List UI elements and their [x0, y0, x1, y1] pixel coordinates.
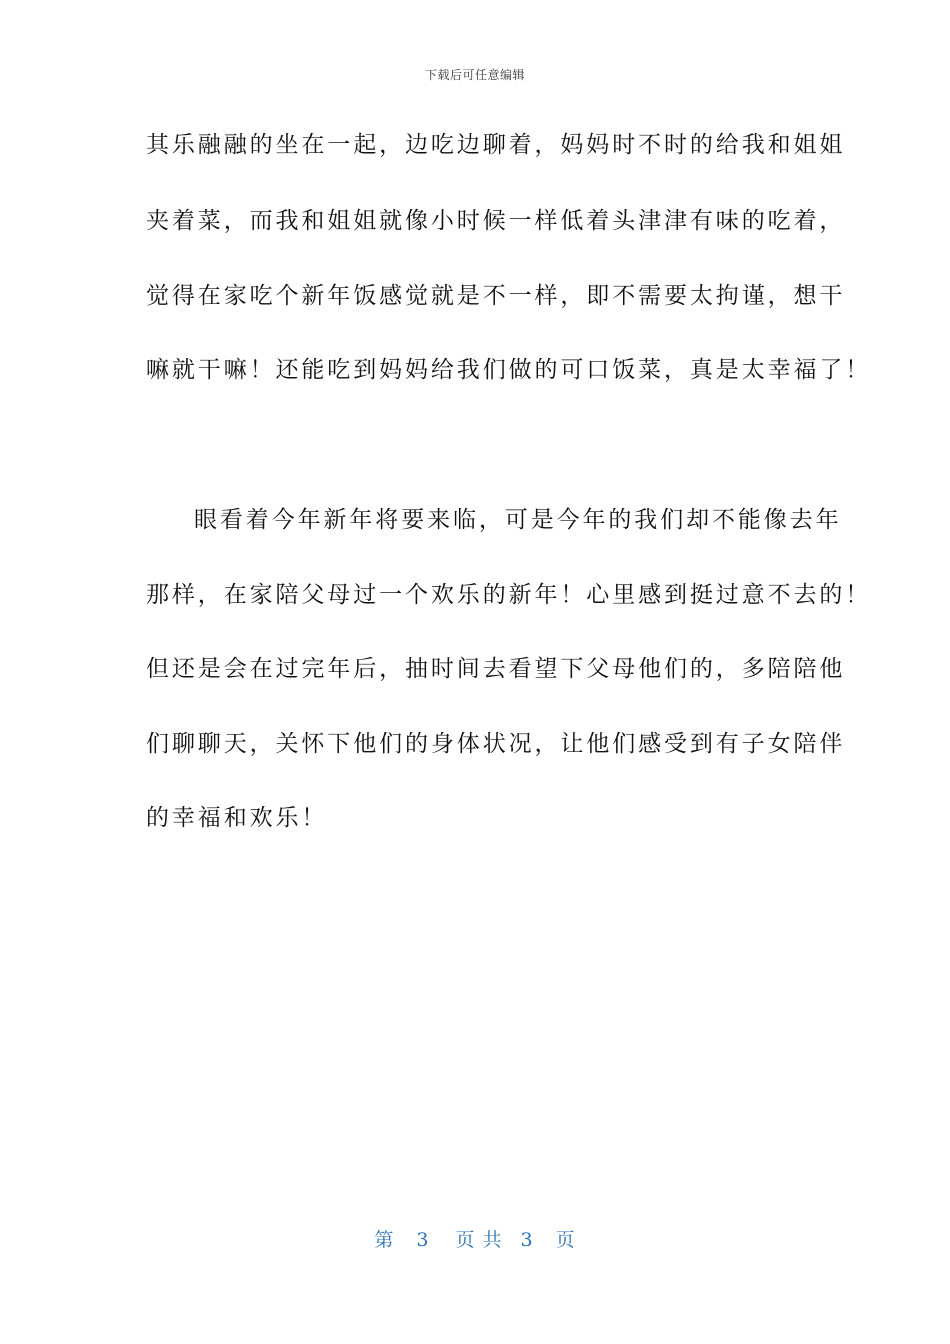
paragraph-1-line-4: 嘛就干嘛！还能吃到妈妈给我们做的可口饭菜，真是太幸福了！ — [146, 357, 872, 383]
paragraph-2-line-1: 眼看着今年新年将要来临，可是今年的我们却不能像去年 — [194, 507, 842, 533]
paragraph-2-line-2: 那样，在家陪父母过一个欢乐的新年！心里感到挺过意不去的！ — [146, 582, 872, 608]
page-header: 下载后可任意编辑 — [424, 68, 525, 82]
paragraph-1-line-1: 其乐融融的坐在一起，边吃边聊着，妈妈时不时的给我和姐姐 — [146, 132, 846, 158]
paragraph-2-line-4: 们聊聊天，关怀下他们的身体状况，让他们感受到有子女陪伴 — [146, 731, 846, 757]
page-label: 第 — [374, 1229, 395, 1251]
paragraph-2-line-5: 的幸福和欢乐！ — [146, 805, 328, 831]
paragraph-1-line-3: 觉得在家吃个新年饭感觉就是不一样，即不需要太拘谨，想干 — [146, 283, 846, 309]
paragraph-1-line-2: 夹着菜，而我和姐姐就像小时候一样低着头津津有味的吃着， — [146, 208, 846, 234]
page-number: 3 — [416, 1229, 430, 1251]
total-label: 页 共 — [455, 1229, 503, 1251]
page-footer — [0, 1225, 950, 1252]
page-suffix: 页 — [555, 1229, 576, 1251]
total-pages: 3 — [520, 1229, 534, 1251]
paragraph-2-line-3: 但还是会在过完年后，抽时间去看望下父母他们的，多陪陪他 — [146, 656, 846, 682]
